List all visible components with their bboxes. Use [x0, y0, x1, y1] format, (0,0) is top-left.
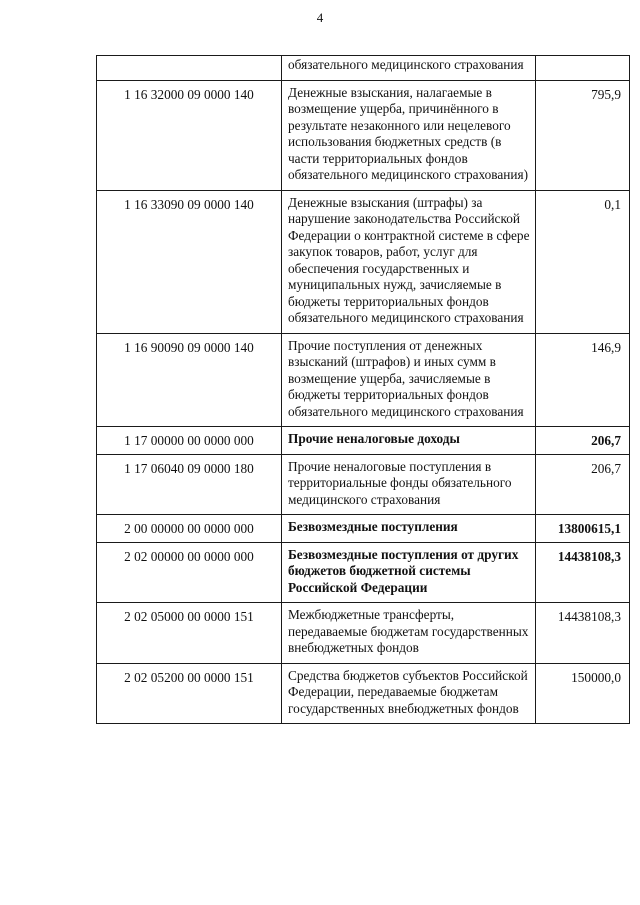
budget-code-cell: 2 02 05000 00 0000 151: [97, 603, 282, 664]
amount-cell: 14438108,3: [536, 603, 630, 664]
amount-cell: 13800615,1: [536, 515, 630, 543]
revenue-name-cell: Денежные взыскания (штрафы) за нарушение законодательства Российской Федерации о контрактной системе в сфере закупок товаров, работ, услуг для обеспечения государственных и муниципальных нужд, зачисляемые в бюджеты территориальных фондов обязательного медицинского страхования: [282, 190, 536, 333]
amount-cell: 0,1: [536, 190, 630, 333]
table-row-subtotal: [97, 542, 630, 603]
table-row-continued: [97, 56, 630, 81]
budget-code-cell: 2 02 00000 00 0000 000: [97, 542, 282, 603]
amount-cell: 206,7: [536, 427, 630, 455]
table-row-subtotal: [97, 515, 630, 543]
budget-code-cell: 1 16 90090 09 0000 140: [97, 333, 282, 427]
revenue-name-cell: Средства бюджетов субъектов Российской Федерации, передаваемые бюджетам государственных внебюджетных фондов: [282, 663, 536, 724]
budget-code-cell: 1 17 00000 00 0000 000: [97, 427, 282, 455]
amount-cell: 795,9: [536, 80, 630, 190]
budget-code-cell: [97, 56, 282, 81]
table-row: [97, 80, 630, 190]
revenue-name-cell: Прочие неналоговые поступления в территориальные фонды обязательного медицинского страхования: [282, 454, 536, 515]
revenue-name-cell: обязательного медицинского страхования: [282, 56, 536, 81]
amount-cell: [536, 56, 630, 81]
page-number: 4: [316, 10, 324, 25]
budget-code-cell: 2 00 00000 00 0000 000: [97, 515, 282, 543]
budget-code-cell: 2 02 05200 00 0000 151: [97, 663, 282, 724]
budget-code-cell: 1 16 32000 09 0000 140: [97, 80, 282, 190]
revenue-name-cell: Безвозмездные поступления от других бюджетов бюджетной системы Российской Федерации: [282, 542, 536, 603]
amount-cell: 146,9: [536, 333, 630, 427]
table-row: [97, 454, 630, 515]
amount-cell: 206,7: [536, 454, 630, 515]
table-row: [97, 333, 630, 427]
revenue-name-cell: Прочие неналоговые доходы: [282, 427, 536, 455]
revenue-name-cell: Безвозмездные поступления: [282, 515, 536, 543]
amount-cell: 150000,0: [536, 663, 630, 724]
revenue-name-cell: Межбюджетные трансферты, передаваемые бюджетам государственных внебюджетных фондов: [282, 603, 536, 664]
budget-revenue-table: [96, 55, 630, 724]
budget-code-cell: 1 16 33090 09 0000 140: [97, 190, 282, 333]
table-row: [97, 603, 630, 664]
revenue-name-cell: Прочие поступления от денежных взысканий (штрафов) и иных сумм в возмещение ущерба, зачисляемые в бюджеты территориальных фондов обязательного медицинского страхования: [282, 333, 536, 427]
table-row-subtotal: [97, 427, 630, 455]
budget-code-cell: 1 17 06040 09 0000 180: [97, 454, 282, 515]
table-row: [97, 190, 630, 333]
revenue-name-cell: Денежные взыскания, налагаемые в возмещение ущерба, причинённого в результате незаконного или нецелевого использования бюджетных средств (в части территориальных фондов обязательного медицинского страхования): [282, 80, 536, 190]
table-row: [97, 663, 630, 724]
amount-cell: 14438108,3: [536, 542, 630, 603]
